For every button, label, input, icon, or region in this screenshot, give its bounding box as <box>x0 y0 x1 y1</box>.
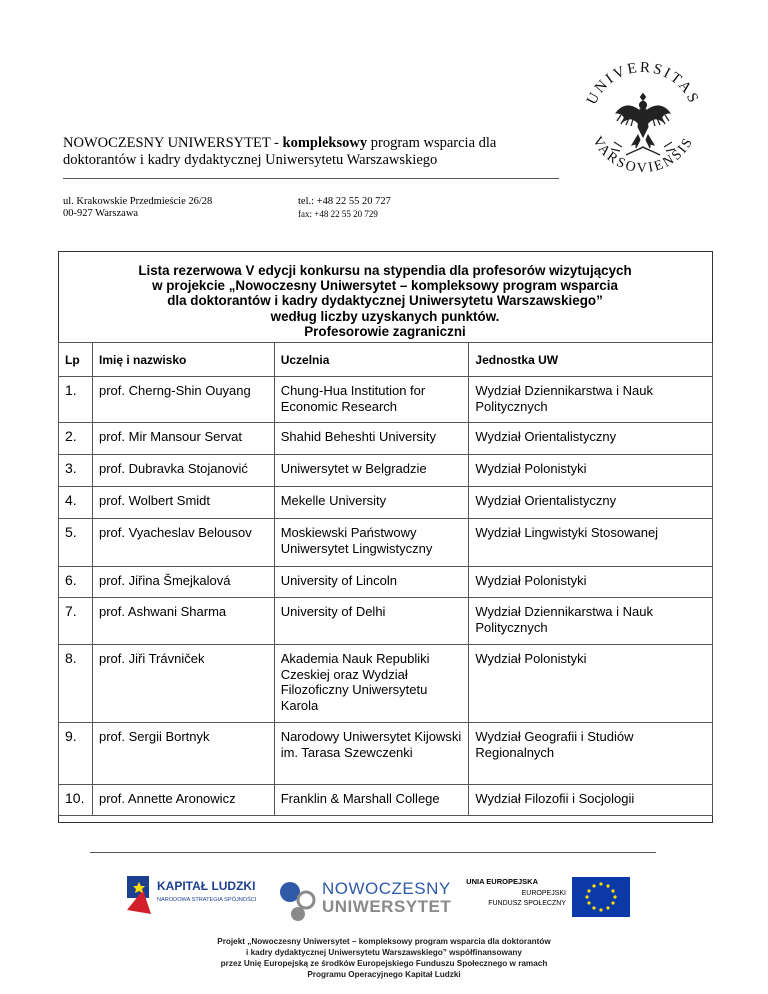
table-row <box>59 377 713 423</box>
document-title-line: według liczby uzyskanych punktów. <box>270 308 500 324</box>
cell-unit: Wydział Polonistyki <box>469 645 713 723</box>
table-row <box>59 723 713 785</box>
document-title-line: w projekcie „Nowoczesny Uniwersytet – kompleksowy program wsparcia <box>152 278 618 294</box>
cell-lp: 6. <box>59 567 93 598</box>
column-header-university: Uczelnia <box>274 343 469 377</box>
cell-unit: Wydział Lingwistyki Stosowanej <box>469 519 713 567</box>
cell-lp: 7. <box>59 598 93 645</box>
seal-text-top: UNIVERSITAS <box>583 59 703 108</box>
footer-project-text <box>184 936 584 980</box>
cell-name: prof. Sergii Bortnyk <box>92 723 274 785</box>
university-seal <box>578 55 708 185</box>
cell-name: prof. Mir Mansour Servat <box>92 423 274 455</box>
eu-line2: EUROPEJSKI <box>521 890 566 897</box>
cell-university: Mekelle University <box>274 487 469 519</box>
cell-university: Shahid Beheshti University <box>274 423 469 455</box>
table-row <box>59 567 713 598</box>
eu-line1: UNIA EUROPEJSKA <box>466 877 538 886</box>
column-header-name: Imię i nazwisko <box>92 343 274 377</box>
eu-flag-icon <box>572 877 630 917</box>
cell-lp: 2. <box>59 423 93 455</box>
cell-name: prof. Vyacheslav Belousov <box>92 519 274 567</box>
cell-university: Chung-Hua Institution for Economic Research <box>274 377 469 423</box>
nowoczesny-line2: UNIWERSYTET <box>322 897 452 916</box>
cell-unit: Wydział Dziennikarstwa i Nauk Politycznych <box>469 598 713 645</box>
nowoczesny-uniwersytet-logo <box>278 870 453 926</box>
nowoczesny-emblem-icon <box>280 882 314 921</box>
contact <box>298 196 391 220</box>
cell-university: University of Lincoln <box>274 567 469 598</box>
document-title-line: dla doktorantów i kadry dydaktycznej Uniwersytetu Warszawskiego” <box>167 293 603 309</box>
nowoczesny-line1: NOWOCZESNY <box>322 879 451 898</box>
header-divider <box>63 178 559 179</box>
cell-unit: Wydział Polonistyki <box>469 567 713 598</box>
cell-unit: Wydział Dziennikarstwa i Nauk Politycznych <box>469 377 713 423</box>
table-header-row <box>59 343 713 377</box>
eu-logo <box>466 873 632 919</box>
eu-line3: FUNDUSZ SPOŁECZNY <box>488 900 566 907</box>
cell-unit: Wydział Orientalistyczny <box>469 423 713 455</box>
table-row <box>59 423 713 455</box>
footer-text-line: i kadry dydaktycznej Uniwersytetu Warszawskiego” współfinansowany <box>246 948 522 957</box>
address <box>63 196 212 220</box>
cell-lp: 10. <box>59 785 93 816</box>
cell-lp: 9. <box>59 723 93 785</box>
footer-text-line: Projekt „Nowoczesny Uniwersytet – kompleksowy program wsparcia dla doktorantów <box>217 937 551 946</box>
cell-unit: Wydział Filozofii i Socjologii <box>469 785 713 816</box>
cell-unit: Wydział Geografii i Studiów Regionalnych <box>469 723 713 785</box>
column-header-lp: Lp <box>59 343 93 377</box>
header-title <box>63 135 573 169</box>
table-row <box>59 785 713 816</box>
cell-unit: Wydział Orientalistyczny <box>469 487 713 519</box>
header-title-bold: kompleksowy <box>282 135 368 151</box>
cell-unit: Wydział Polonistyki <box>469 455 713 487</box>
table-row <box>59 455 713 487</box>
cell-name: prof. Dubravka Stojanović <box>92 455 274 487</box>
footer-text-line: przez Unię Europejską ze środków Europejskiego Funduszu Społecznego w ramach <box>220 959 548 968</box>
kapital-ludzki-subtitle: NARODOWA STRATEGIA SPÓJNOŚCI <box>157 897 257 903</box>
seal-text-bottom: VARSOVIENSIS <box>589 134 697 176</box>
cell-university: Uniwersytet w Belgradzie <box>274 455 469 487</box>
kapital-ludzki-logo <box>125 870 265 920</box>
cell-university: Franklin & Marshall College <box>274 785 469 816</box>
header-title-part2: program wsparcia dla doktorantów i kadry dydaktycznej Uniwersytetu Warszawskiego <box>63 135 497 168</box>
cell-lp: 5. <box>59 519 93 567</box>
cell-university: Moskiewski Państwowy Uniwersytet Lingwistyczny <box>274 519 469 567</box>
contact-tel: tel.: +48 22 55 20 727 <box>298 196 391 207</box>
cell-lp: 3. <box>59 455 93 487</box>
cell-name: prof. Cherng-Shin Ouyang <box>92 377 274 423</box>
column-header-unit: Jednostka UW <box>469 343 713 377</box>
cell-university: Akademia Nauk Republiki Czeskiej oraz Wydział Filozoficzny Uniwersytetu Karola <box>274 645 469 723</box>
document-title-line: Lista rezerwowa V edycji konkursu na stypendia dla profesorów wizytujących <box>138 263 632 278</box>
cell-name: prof. Annette Aronowicz <box>92 785 274 816</box>
address-city: 00-927 Warszawa <box>63 208 139 219</box>
cell-university: University of Delhi <box>274 598 469 645</box>
footer-divider <box>90 852 656 853</box>
header-title-part1: NOWOCZESNY UNIWERSYTET - <box>63 135 283 151</box>
table-row <box>59 645 713 723</box>
table-row <box>59 487 713 519</box>
cell-lp: 4. <box>59 487 93 519</box>
cell-name: prof. Jiřina Šmejkalová <box>92 567 274 598</box>
reserve-list-table <box>58 342 713 816</box>
cell-name: prof. Ashwani Sharma <box>92 598 274 645</box>
address-street: ul. Krakowskie Przedmieście 26/28 <box>63 196 213 207</box>
cell-lp: 1. <box>59 377 93 423</box>
cell-lp: 8. <box>59 645 93 723</box>
footer-text-line: Programu Operacyjnego Kapitał Ludzki <box>307 970 461 979</box>
cell-name: prof. Wolbert Smidt <box>92 487 274 519</box>
cell-university: Narodowy Uniwersytet Kijowski im. Tarasa Szewczenki <box>274 723 469 785</box>
table-row <box>59 519 713 567</box>
table-row <box>59 598 713 645</box>
kapital-ludzki-emblem-icon <box>127 876 151 914</box>
eagle-icon <box>611 93 675 155</box>
document-subtitle: Profesorowie zagraniczni <box>304 323 466 339</box>
document-title <box>60 263 710 339</box>
kapital-ludzki-title: KAPITAŁ LUDZKI <box>157 879 256 893</box>
cell-name: prof. Jiři Trávniček <box>92 645 274 723</box>
contact-fax: fax: +48 22 55 20 729 <box>298 209 378 219</box>
